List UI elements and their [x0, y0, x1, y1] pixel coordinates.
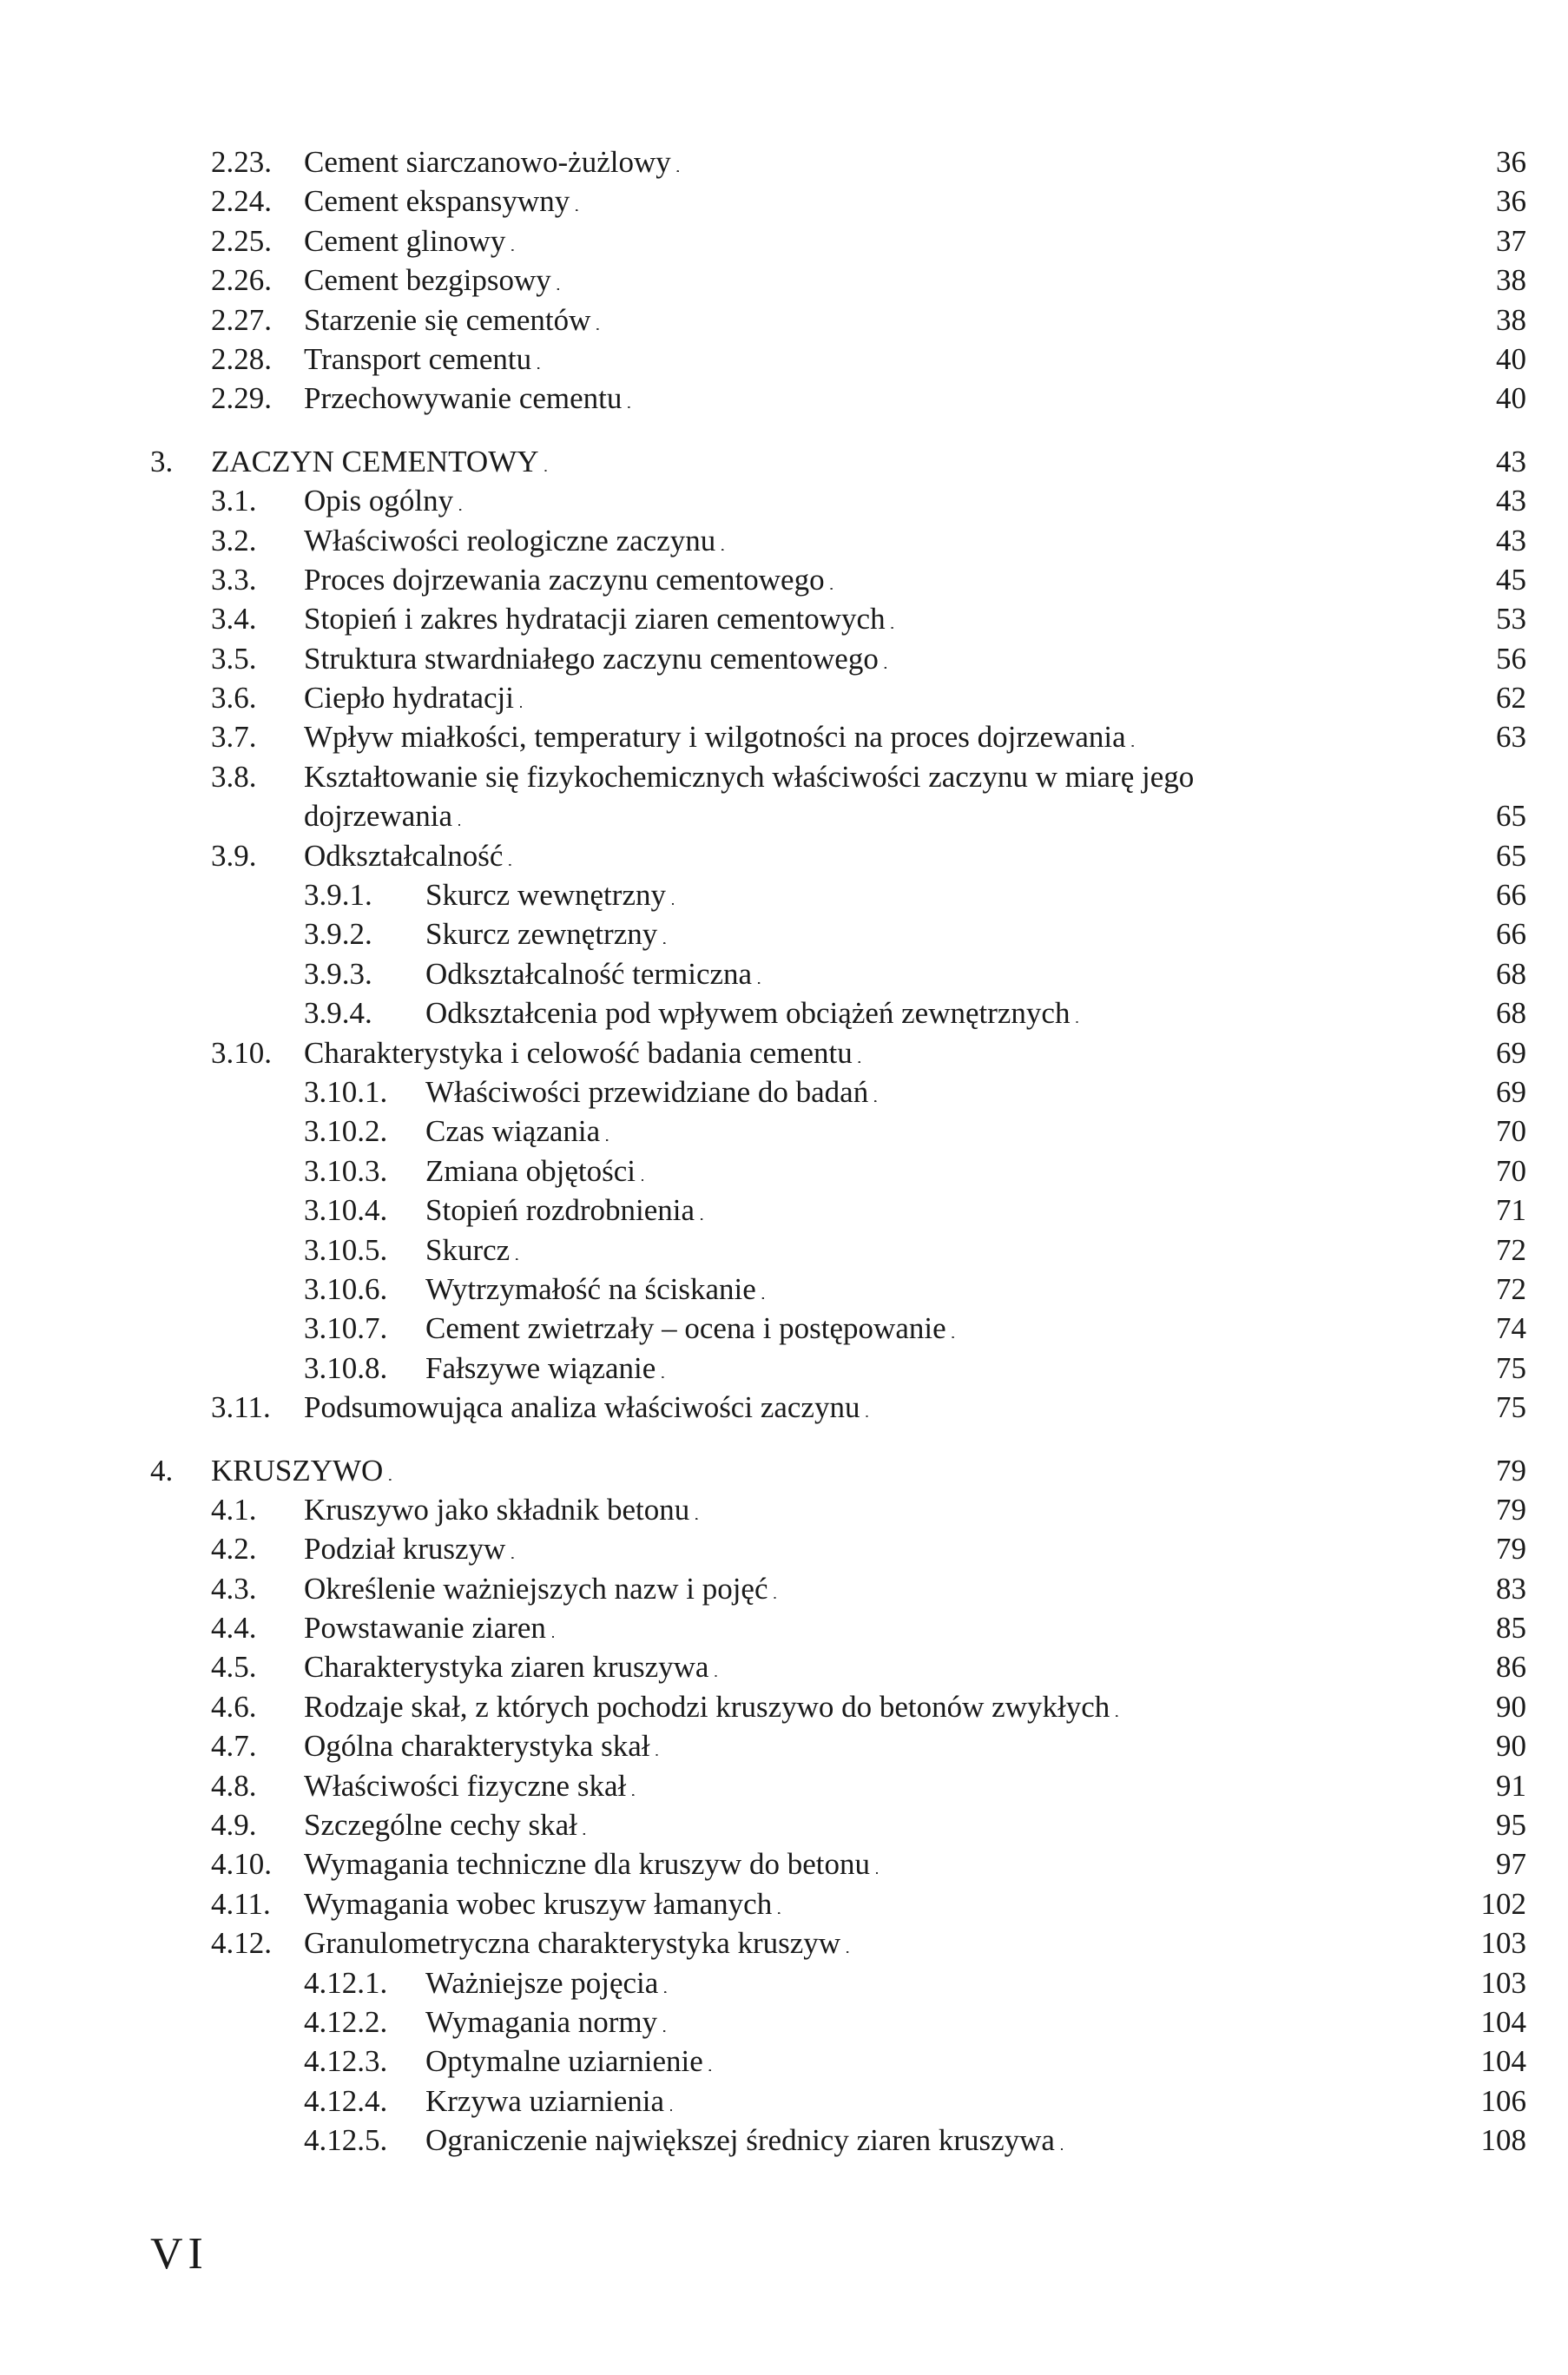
toc-entry	[0, 1963, 1568, 2002]
toc-entry-number: 3.8.	[211, 759, 257, 794]
toc-entry-page: 104	[1480, 2044, 1526, 2079]
toc-entry-title: Cement bezgipsowy	[304, 263, 551, 298]
toc-entry-title: Cement siarczanowo-żużlowy	[304, 145, 671, 179]
toc-entry-page: 75	[1496, 1390, 1526, 1425]
toc-entry-number: 3.11.	[211, 1390, 271, 1425]
toc-entry-page: 63	[1496, 720, 1526, 755]
toc-entry	[0, 1151, 1568, 1191]
toc-entry-page: 106	[1480, 2083, 1526, 2118]
toc-entry-title: Cement glinowy	[304, 223, 506, 258]
dot-leader	[1060, 2121, 1476, 2166]
toc-entry-title: Rodzaje skał, z których pochodzi kruszywo do betonów zwykłych	[304, 1689, 1110, 1724]
toc-entry-number: 3.10.1.	[304, 1074, 388, 1109]
toc-entry-title: Czas wiązania	[425, 1114, 601, 1149]
toc-entry-number: 2.24.	[211, 184, 272, 219]
toc-entry-number: 3.6.	[211, 681, 257, 716]
toc-entry-page: 95	[1496, 1808, 1526, 1843]
toc-entry-page: 97	[1496, 1847, 1526, 1882]
toc-entry-page: 75	[1496, 1350, 1526, 1385]
toc-entry-page: 108	[1480, 2123, 1526, 2158]
toc-entry	[0, 379, 1568, 418]
toc-entry-number: 4.7.	[211, 1729, 257, 1764]
toc-entry	[0, 560, 1568, 599]
toc-entry-number: 3.5.	[211, 641, 257, 676]
toc-entry-page: 43	[1496, 484, 1526, 518]
toc-entry-page: 102	[1480, 1886, 1526, 1921]
toc-entry-line	[425, 2121, 1526, 2166]
toc-entry	[0, 2121, 1568, 2160]
toc-entry-page: 70	[1496, 1153, 1526, 1188]
toc-entry-number: 3.4.	[211, 602, 257, 637]
table-of-contents	[0, 142, 1568, 2161]
toc-entry	[0, 993, 1568, 1032]
toc-entry-page: 66	[1496, 917, 1526, 952]
toc-entry-page: 90	[1496, 1689, 1526, 1724]
toc-entry-number: 4.12.4.	[304, 2083, 388, 2118]
toc-entry	[0, 1726, 1568, 1765]
toc-entry-page: 72	[1496, 1271, 1526, 1306]
toc-entry-title: Cement ekspansywny	[304, 184, 570, 219]
toc-entry-number: 2.28.	[211, 341, 272, 376]
toc-entry	[0, 1112, 1568, 1151]
toc-entry-page: 86	[1496, 1650, 1526, 1685]
toc-entry-title: Transport cementu	[304, 341, 532, 376]
toc-entry	[0, 2002, 1568, 2042]
toc-entry-page: 68	[1496, 956, 1526, 991]
toc-entry	[0, 1072, 1568, 1112]
toc-entry-number: 4.1.	[211, 1492, 257, 1527]
toc-entry-page: 66	[1496, 878, 1526, 913]
toc-entry-number: 3.10.8.	[304, 1350, 388, 1385]
toc-entry-title: Krzywa uziarnienia	[425, 2083, 664, 2118]
toc-entry-number: 2.23.	[211, 145, 272, 179]
toc-entry	[0, 717, 1568, 756]
toc-entry-page: 83	[1496, 1571, 1526, 1606]
toc-entry-title: Skurcz	[425, 1232, 511, 1267]
toc-entry-number: 4.10.	[211, 1847, 272, 1882]
toc-entry-title: Stopień rozdrobnienia	[425, 1193, 695, 1228]
toc-entry	[0, 521, 1568, 560]
toc-entry-number: 4.12.2.	[304, 2004, 388, 2039]
toc-entry-page: 65	[1496, 799, 1526, 834]
toc-entry-page: 79	[1496, 1453, 1526, 1488]
toc-chapter-entry	[0, 1451, 1568, 1490]
toc-entry-page: 40	[1496, 381, 1526, 416]
toc-entry-page: 38	[1496, 302, 1526, 337]
toc-entry	[0, 678, 1568, 717]
toc-entry	[0, 1608, 1568, 1647]
toc-entry	[0, 1687, 1568, 1726]
toc-entry-page: 69	[1496, 1074, 1526, 1109]
toc-entry-title: ZACZYN CEMENTOWY	[211, 444, 539, 478]
toc-entry-title: Podsumowująca analiza właściwości zaczynu	[304, 1390, 860, 1425]
toc-entry	[0, 1923, 1568, 1963]
toc-entry-number: 2.26.	[211, 263, 272, 298]
toc-entry-title: Wymagania normy	[425, 2004, 658, 2039]
toc-entry-title: Ogólna charakterystyka skał	[304, 1729, 650, 1764]
toc-entry-title: Odkształcalność	[304, 838, 504, 873]
toc-entry	[0, 836, 1568, 875]
toc-entry	[0, 1388, 1568, 1427]
toc-entry	[0, 1349, 1568, 1388]
toc-entry	[0, 1766, 1568, 1805]
toc-entry-page: 68	[1496, 996, 1526, 1031]
toc-entry-page: 85	[1496, 1611, 1526, 1646]
toc-entry	[0, 954, 1568, 993]
toc-entry-line	[304, 757, 1526, 796]
toc-entry	[0, 1490, 1568, 1529]
toc-entry-title: Opis ogólny	[304, 484, 454, 518]
toc-entry-number: 2.27.	[211, 302, 272, 337]
toc-entry-line	[304, 379, 1526, 424]
toc-entry	[0, 1033, 1568, 1072]
toc-entry	[0, 1884, 1568, 1923]
toc-entry-page: 62	[1496, 681, 1526, 716]
page-number-folio: VI	[150, 2229, 208, 2279]
toc-entry-page: 79	[1496, 1532, 1526, 1567]
dot-leader	[627, 379, 1491, 424]
toc-entry	[0, 796, 1568, 835]
toc-entry-page: 69	[1496, 1035, 1526, 1070]
toc-entry-page: 104	[1480, 2004, 1526, 2039]
toc-entry-title: Przechowywanie cementu	[304, 381, 623, 416]
toc-entry-page: 70	[1496, 1114, 1526, 1149]
toc-entry-page: 71	[1496, 1193, 1526, 1228]
toc-entry-title: Ciepło hydratacji	[304, 681, 515, 716]
toc-entry-title: Fałszywe wiązanie	[425, 1350, 656, 1385]
toc-entry-number: 4.8.	[211, 1768, 257, 1803]
toc-entry-number: 3.10.5.	[304, 1232, 388, 1267]
toc-entry-title: KRUSZYWO	[211, 1453, 384, 1488]
toc-entry	[0, 1647, 1568, 1686]
toc-entry-line	[304, 1388, 1526, 1433]
toc-entry-title: Wpływ miałkości, temperatury i wilgotności na proces dojrzewania	[304, 720, 1126, 755]
toc-chapter-entry	[0, 442, 1568, 481]
toc-entry	[0, 757, 1568, 796]
toc-entry-page: 90	[1496, 1729, 1526, 1764]
toc-entry-title: Ograniczenie największej średnicy ziaren kruszywa	[425, 2123, 1055, 2158]
toc-entry	[0, 914, 1568, 953]
toc-entry-page: 53	[1496, 602, 1526, 637]
toc-entry-title: Ważniejsze pojęcia	[425, 1965, 659, 2000]
toc-entry-title: Skurcz wewnętrzny	[425, 878, 666, 913]
toc-entry-number: 3.2.	[211, 523, 257, 557]
toc-entry-page: 79	[1496, 1492, 1526, 1527]
toc-entry-title: Powstawanie ziaren	[304, 1611, 546, 1646]
toc-entry-number: 3.3.	[211, 562, 257, 597]
toc-entry-number: 4.6.	[211, 1689, 257, 1724]
toc-entry	[0, 1844, 1568, 1884]
toc-entry-page: 65	[1496, 838, 1526, 873]
toc-entry-title: Skurcz zewnętrzny	[425, 917, 658, 952]
toc-entry-title: Wymagania techniczne dla kruszyw do betonu	[304, 1847, 870, 1882]
toc-entry	[0, 300, 1568, 340]
toc-entry-title: Charakterystyka i celowość badania cementu	[304, 1035, 853, 1070]
toc-entry-number: 4.	[150, 1453, 174, 1488]
toc-entry-title: dojrzewania	[304, 799, 453, 834]
toc-entry-title: Zmiana objętości	[425, 1153, 636, 1188]
toc-entry-page: 91	[1496, 1768, 1526, 1803]
toc-entry-page: 43	[1496, 523, 1526, 557]
toc-entry-number: 4.12.5.	[304, 2123, 388, 2158]
toc-entry	[0, 1270, 1568, 1309]
toc-entry-title: Właściwości przewidziane do badań	[425, 1074, 869, 1109]
toc-entry-page: 40	[1496, 341, 1526, 376]
toc-entry-number: 4.2.	[211, 1532, 257, 1567]
toc-entry-page: 37	[1496, 223, 1526, 258]
toc-entry-number: 4.9.	[211, 1808, 257, 1843]
toc-entry	[0, 181, 1568, 221]
toc-entry	[0, 1569, 1568, 1608]
toc-entry	[0, 639, 1568, 678]
toc-entry-number: 3.9.2.	[304, 917, 372, 952]
toc-entry	[0, 340, 1568, 379]
toc-entry-number: 4.4.	[211, 1611, 257, 1646]
toc-entry	[0, 142, 1568, 181]
toc-entry-title: Granulometryczna charakterystyka kruszyw	[304, 1926, 841, 1961]
toc-entry-title: Optymalne uziarnienie	[425, 2044, 703, 2079]
toc-entry-title: Wymagania wobec kruszyw łamanych	[304, 1886, 773, 1921]
toc-entry-title: Właściwości reologiczne zaczynu	[304, 523, 716, 557]
toc-entry-title: Stopień i zakres hydratacji ziaren cementowych	[304, 602, 886, 637]
toc-entry-page: 45	[1496, 562, 1526, 597]
toc-entry	[0, 261, 1568, 300]
toc-entry	[0, 1191, 1568, 1230]
toc-entry	[0, 2042, 1568, 2081]
toc-entry-number: 4.5.	[211, 1650, 257, 1685]
toc-entry-page: 103	[1480, 1926, 1526, 1961]
toc-entry-number: 4.12.	[211, 1926, 272, 1961]
toc-entry-title: Wytrzymałość na ściskanie	[425, 1271, 756, 1306]
toc-entry	[0, 1805, 1568, 1844]
toc-entry-page: 43	[1496, 444, 1526, 478]
toc-entry-page: 72	[1496, 1232, 1526, 1267]
toc-entry-number: 3.9.	[211, 838, 257, 873]
toc-entry-number: 4.11.	[211, 1886, 271, 1921]
toc-entry-title: Starzenie się cementów	[304, 302, 591, 337]
toc-entry-number: 3.10.3.	[304, 1153, 388, 1188]
toc-entry-title: Odkształcenia pod wpływem obciążeń zewnętrznych	[425, 996, 1071, 1031]
toc-entry	[0, 481, 1568, 520]
toc-entry-number: 4.3.	[211, 1571, 257, 1606]
toc-entry-number: 3.1.	[211, 484, 257, 518]
toc-entry-page: 36	[1496, 145, 1526, 179]
toc-entry-number: 3.9.4.	[304, 996, 372, 1031]
toc-entry-page: 56	[1496, 641, 1526, 676]
toc-entry-title: Określenie ważniejszych nazw i pojęć	[304, 1571, 768, 1606]
toc-entry-page: 103	[1480, 1965, 1526, 2000]
toc-entry	[0, 1309, 1568, 1348]
toc-entry	[0, 599, 1568, 638]
toc-entry	[0, 1529, 1568, 1568]
dot-leader	[865, 1388, 1491, 1433]
toc-entry-number: 2.25.	[211, 223, 272, 258]
toc-entry-number: 3.	[150, 444, 174, 478]
toc-entry-number: 3.10.2.	[304, 1114, 388, 1149]
toc-entry-title: Kształtowanie się fizykochemicznych właściwości zaczynu w miarę jego	[304, 759, 1195, 794]
toc-entry-number: 3.9.1.	[304, 878, 372, 913]
toc-entry-number: 3.7.	[211, 720, 257, 755]
toc-entry-page: 38	[1496, 263, 1526, 298]
toc-entry-title: Szczególne cechy skał	[304, 1808, 577, 1843]
toc-entry	[0, 2081, 1568, 2121]
toc-entry-title: Odkształcalność termiczna	[425, 956, 753, 991]
toc-entry-title: Proces dojrzewania zaczynu cementowego	[304, 562, 825, 597]
toc-entry-title: Cement zwietrzały – ocena i postępowanie	[425, 1311, 946, 1346]
toc-entry-number: 3.10.7.	[304, 1311, 388, 1346]
toc-entry-title: Charakterystyka ziaren kruszywa	[304, 1650, 709, 1685]
toc-entry-number: 4.12.3.	[304, 2044, 388, 2079]
toc-entry-number: 3.9.3.	[304, 956, 372, 991]
toc-entry-title: Podział kruszyw	[304, 1532, 506, 1567]
toc-entry	[0, 875, 1568, 914]
toc-entry-number: 3.10.	[211, 1035, 272, 1070]
toc-entry-number: 2.29.	[211, 381, 272, 416]
toc-entry-number: 3.10.6.	[304, 1271, 388, 1306]
toc-entry-number: 3.10.4.	[304, 1193, 388, 1228]
toc-entry	[0, 221, 1568, 261]
toc-entry-title: Właściwości fizyczne skał	[304, 1768, 627, 1803]
toc-entry-page: 74	[1496, 1311, 1526, 1346]
toc-entry-page: 36	[1496, 184, 1526, 219]
toc-entry	[0, 1230, 1568, 1270]
toc-entry-title: Kruszywo jako składnik betonu	[304, 1492, 690, 1527]
toc-entry-title: Struktura stwardniałego zaczynu cementowego	[304, 641, 879, 676]
toc-entry-number: 4.12.1.	[304, 1965, 388, 2000]
